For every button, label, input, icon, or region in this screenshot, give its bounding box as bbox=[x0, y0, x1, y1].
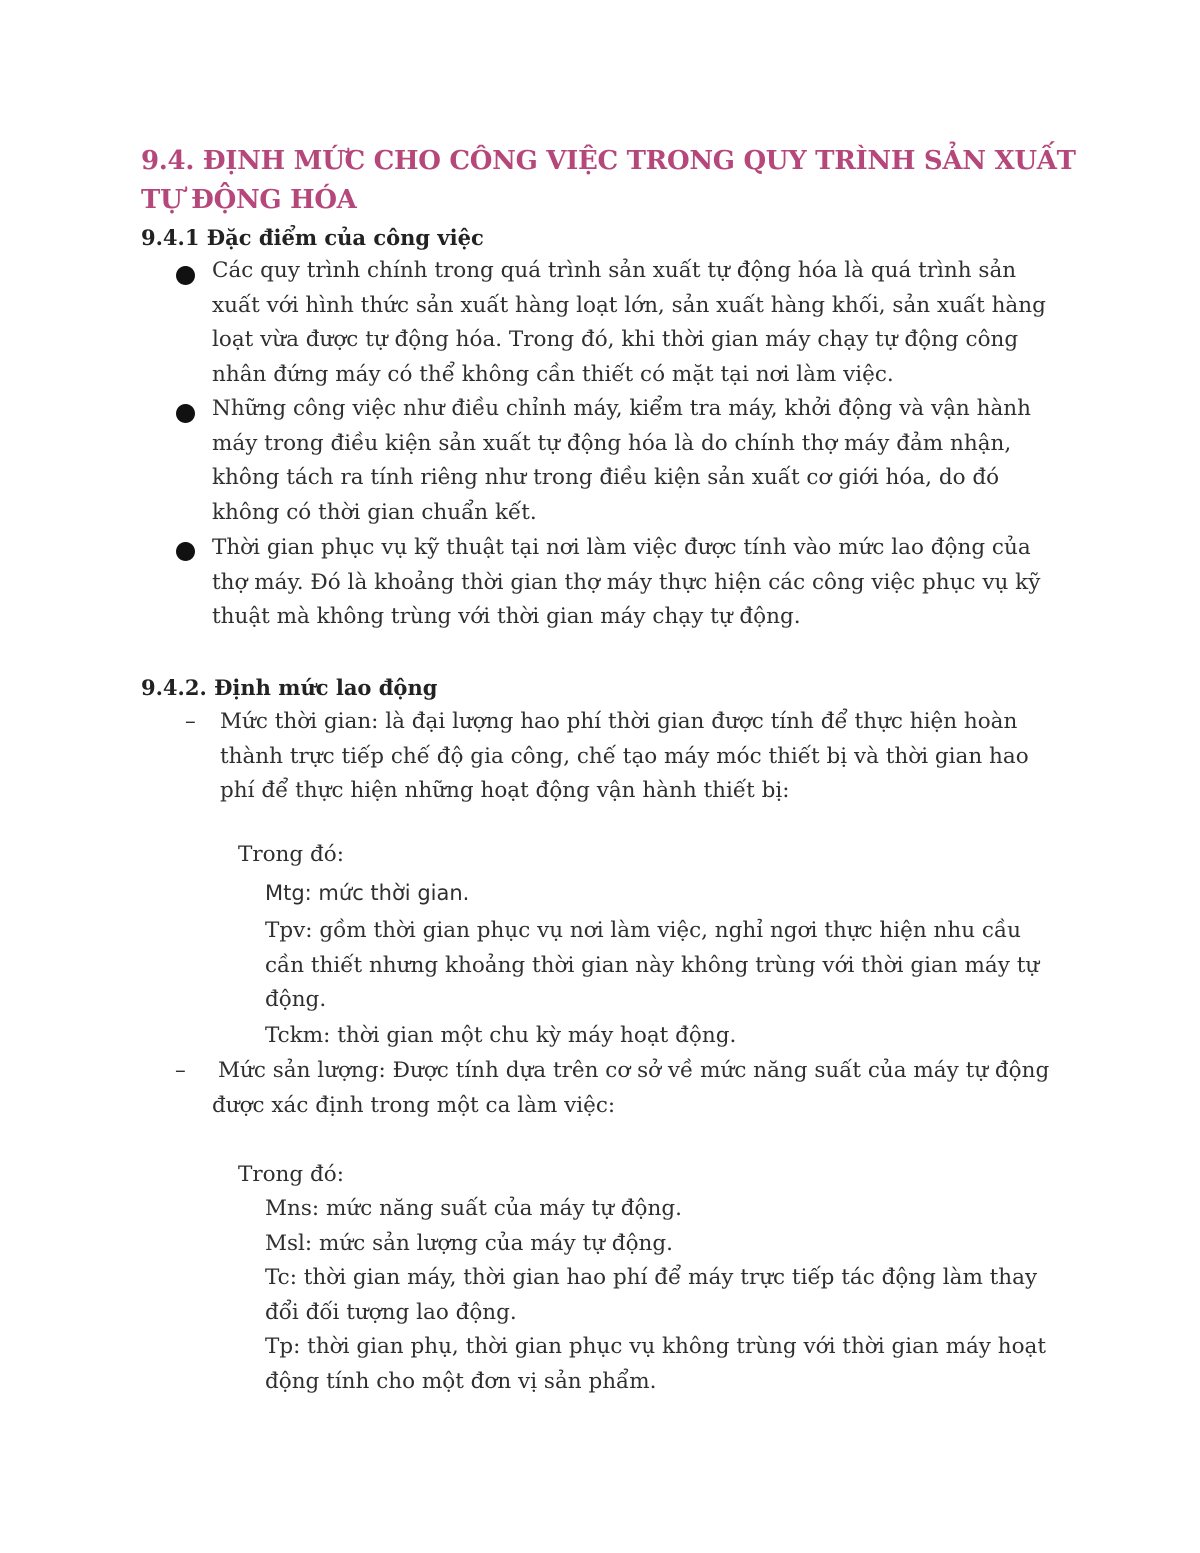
def-mtg: Mtg: mức thời gian. bbox=[265, 881, 470, 905]
where-label-1: Trong đó: bbox=[238, 842, 344, 867]
main-heading: 9.4. ĐỊNH MỨC CHO CÔNG VIỆC TRONG QUY TRÌNH SẢN XUẤT TỰ ĐỘNG HÓA bbox=[141, 146, 1076, 215]
def-msl: Msl: mức sản lượng của máy tự động. bbox=[265, 1231, 673, 1256]
bullet-icon bbox=[176, 404, 195, 423]
section-1-title: 9.4.1 Đặc điểm của công việc bbox=[141, 225, 484, 250]
bullet-item-3: Thời gian phục vụ kỹ thuật tại nơi làm việc được tính vào mức lao động của thợ máy. Đó là khoảng thời gian thợ máy thực hiện các công việc phục vụ kỹ thuật mà không trùng với thời gian máy chạy tự động. bbox=[212, 535, 1041, 629]
dash-marker: – bbox=[175, 1058, 186, 1083]
def-mns: Mns: mức năng suất của máy tự động. bbox=[265, 1196, 682, 1221]
where-label-2: Trong đó: bbox=[238, 1162, 344, 1187]
time-norm-text: Mức thời gian: là đại lượng hao phí thời gian được tính để thực hiện hoàn thành trực tiếp chế độ gia công, chế tạo máy móc thiết bị và thời gian hao phí để thực hiện những hoạt động vận hành thiết bị: bbox=[220, 709, 1029, 803]
bullet-item-1: Các quy trình chính trong quá trình sản xuất tự động hóa là quá trình sản xuất với hình thức sản xuất hàng loạt lớn, sản xuất hàng khối, sản xuất hàng loạt vừa được tự động hóa. Trong đó, khi thời gian máy chạy tự động công nhân đứng máy có thể không cần thiết có mặt tại nơi làm việc. bbox=[212, 258, 1046, 387]
section-2-title: 9.4.2. Định mức lao động bbox=[141, 675, 438, 700]
bullet-icon bbox=[176, 266, 195, 285]
bullet-icon bbox=[176, 542, 195, 561]
def-tp: Tp: thời gian phụ, thời gian phục vụ không trùng với thời gian máy hoạt động tính cho một đơn vị sản phẩm. bbox=[265, 1334, 1047, 1394]
bullet-item-2: Những công việc như điều chỉnh máy, kiểm tra máy, khởi động và vận hành máy trong điều kiện sản xuất tự động hóa là do chính thợ máy đảm nhận, không tách ra tính riêng như trong điều kiện sản xuất cơ giới hóa, do đó không có thời gian chuẩn kết. bbox=[212, 396, 1031, 525]
def-tc: Tc: thời gian máy, thời gian hao phí để máy trực tiếp tác động làm thay đổi đối tượng lao động. bbox=[265, 1265, 1038, 1325]
def-tpv: Tpv: gồm thời gian phục vụ nơi làm việc, nghỉ ngơi thực hiện nhu cầu cần thiết nhưng khoảng thời gian này không trùng với thời gian máy tự động. bbox=[265, 918, 1040, 1012]
dash-marker: – bbox=[185, 709, 196, 734]
def-tckm: Tckm: thời gian một chu kỳ máy hoạt động. bbox=[265, 1023, 737, 1048]
output-norm-text: Mức sản lượng: Được tính dựa trên cơ sở về mức năng suất của máy tự động được xác định trong một ca làm việc: bbox=[212, 1058, 1050, 1118]
